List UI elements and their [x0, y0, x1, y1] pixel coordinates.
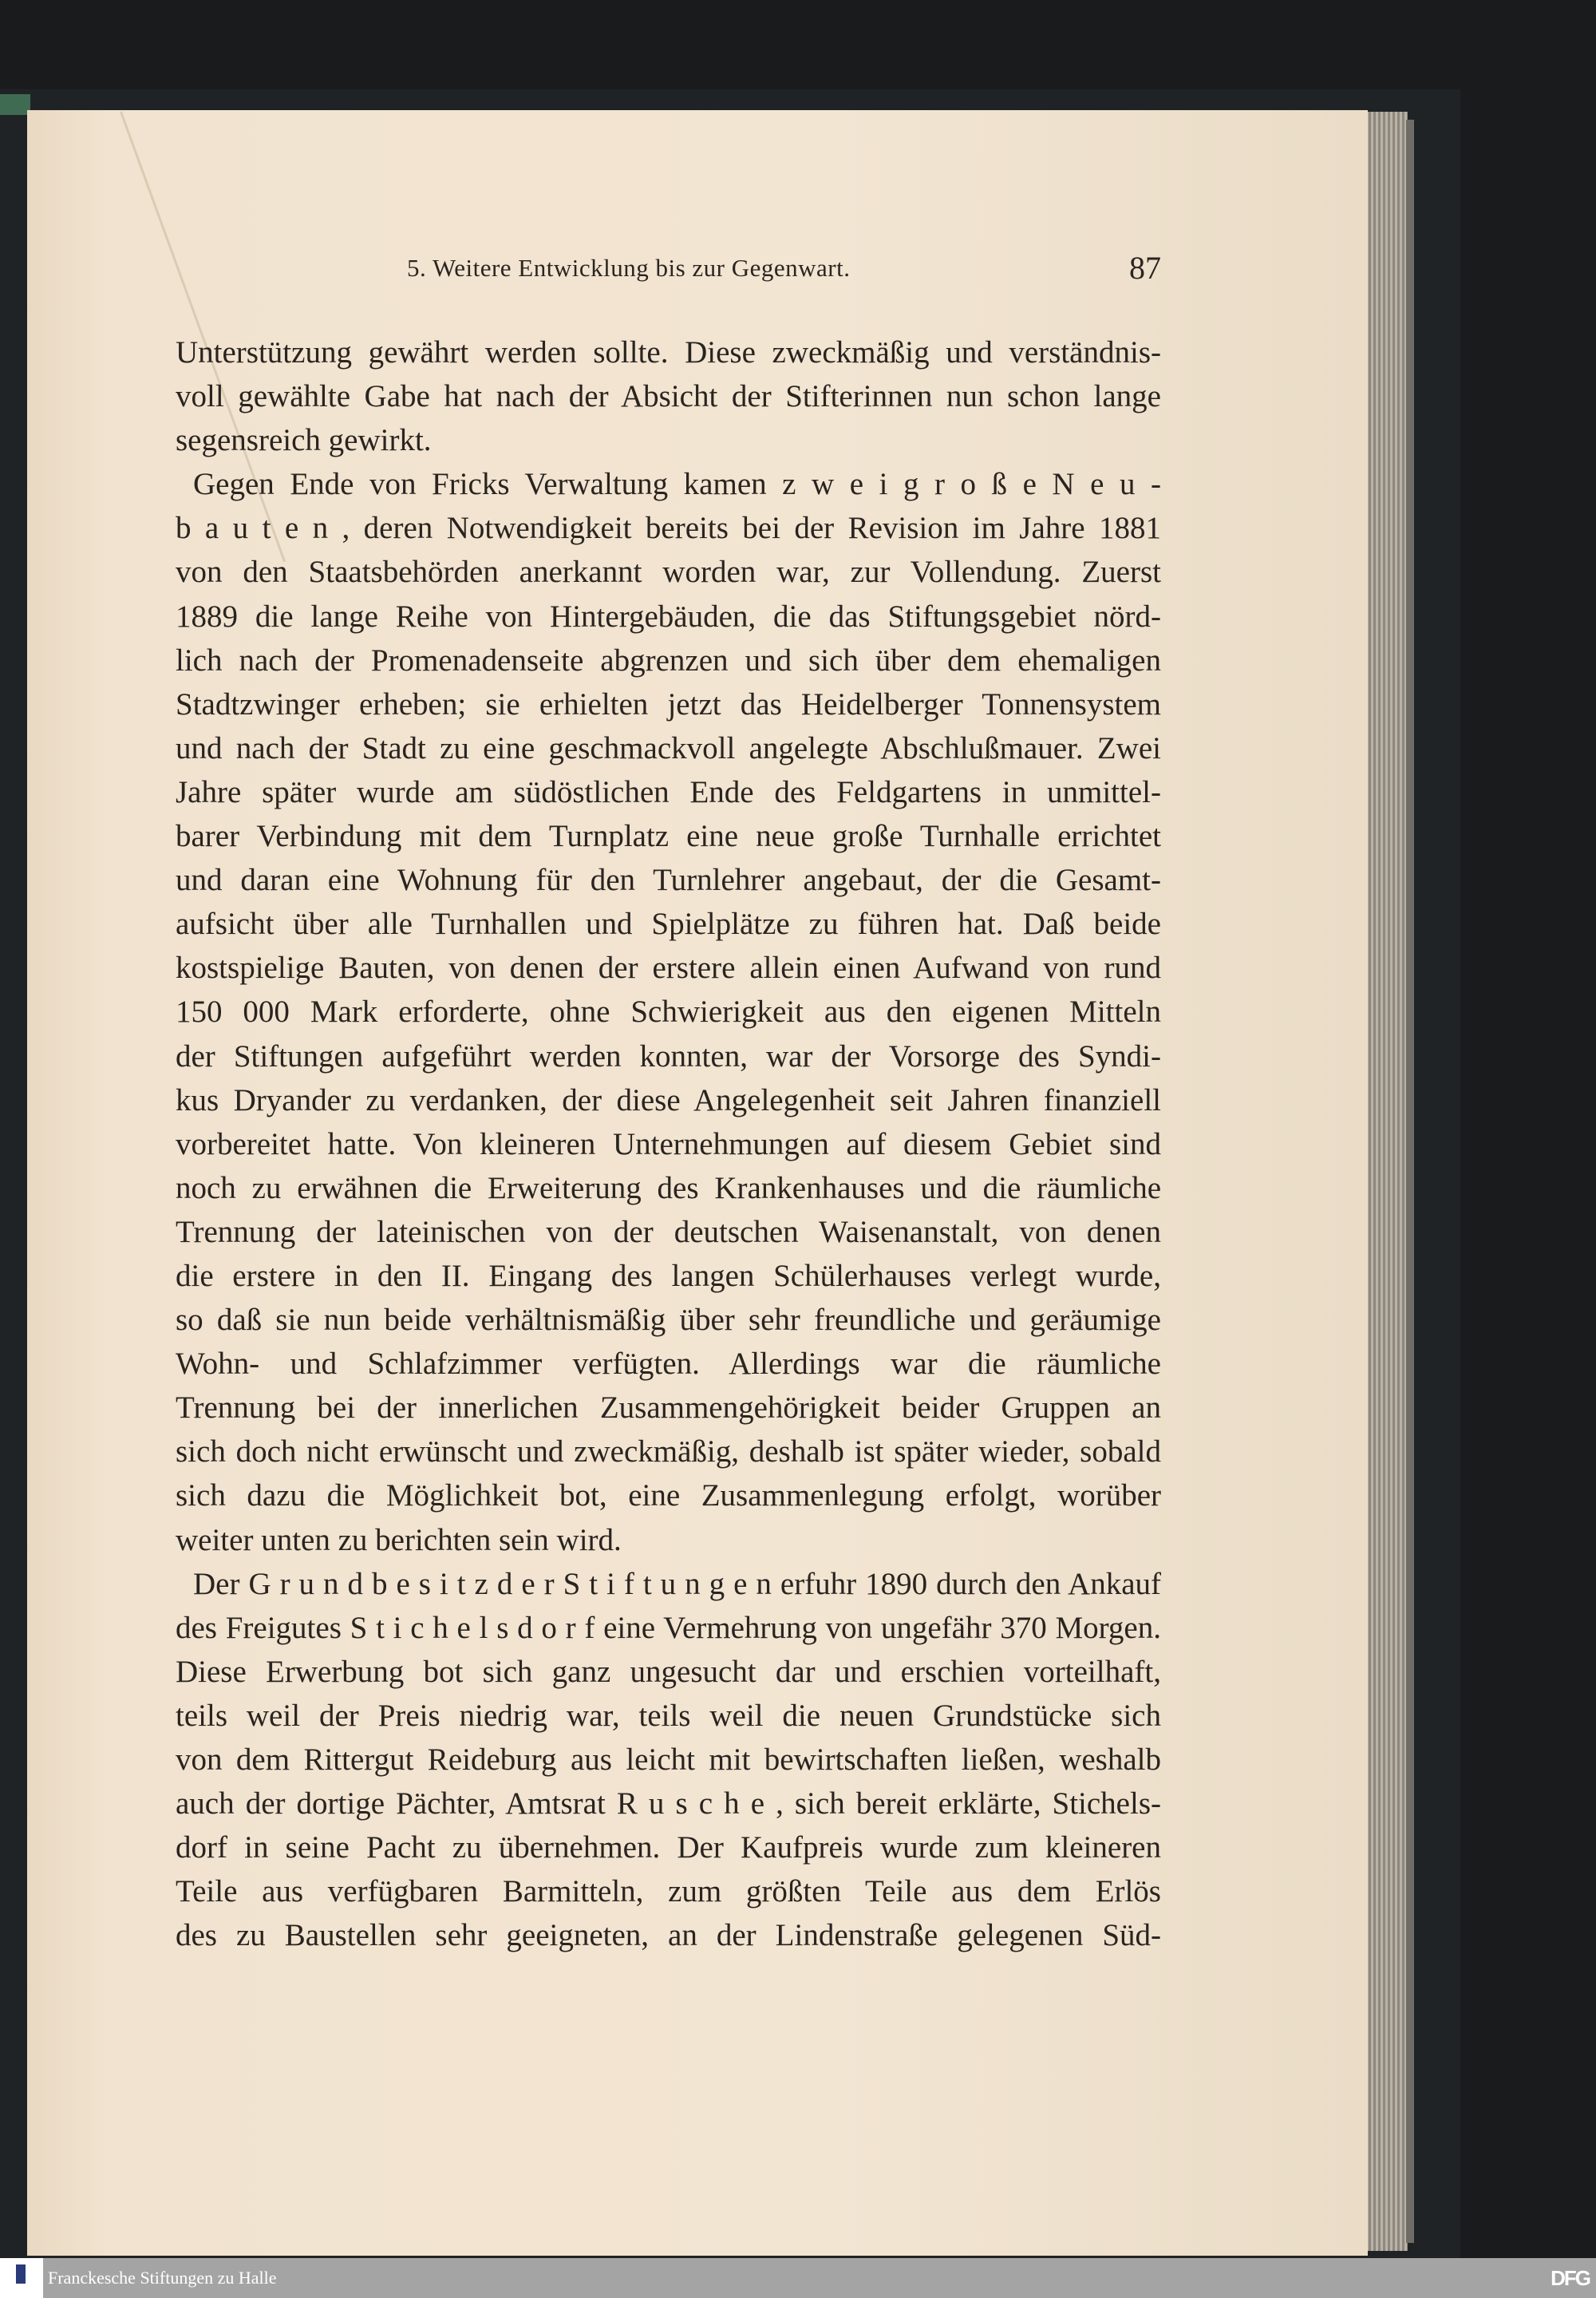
text-line: dorf in seine Pacht zu übernehmen. Der Kaufpreis wurde zum kleineren — [176, 1830, 1161, 1865]
dfg-logo: DFG — [1551, 2266, 1590, 2290]
text-line: b a u t e n , deren Notwendigkeit bereits bei der Revision im Jahre 1881 — [176, 511, 1161, 546]
text-line: weiter unten zu berichten sein wird. — [176, 1522, 622, 1557]
page-edges — [1366, 112, 1408, 2251]
running-title: 5. Weitere Entwicklung bis zur Gegenwart. — [407, 254, 851, 282]
text-line: barer Verbindung mit dem Turnplatz eine neue große Turnhalle errichtet — [176, 819, 1161, 854]
page-number: 87 — [1129, 250, 1161, 286]
text-line: Unterstützung gewährt werden sollte. Diese zweckmäßig und verständnis- — [176, 335, 1161, 370]
text-line: von dem Rittergut Reideburg aus leicht mit bewirtschaften ließen, weshalb — [176, 1742, 1161, 1777]
text-line: Wohn- und Schlafzimmer verfügten. Allerdings war die räumliche — [176, 1347, 1161, 1382]
text-line: Stadtzwinger erheben; sie erhielten jetzt das Heidelberger Tonnensystem — [176, 686, 1161, 722]
text-line: Trennung der lateinischen von der deutschen Waisenanstalt, von denen — [176, 1214, 1161, 1249]
text-line: des Freigutes S t i c h e l s d o r f eine Vermehrung von ungefähr 370 Morgen. — [176, 1610, 1161, 1645]
text-line: lich nach der Promenadenseite abgrenzen und sich über dem ehemaligen — [176, 643, 1161, 678]
text-line: voll gewählte Gabe hat nach der Absicht der Stifterinnen nun schon lange — [176, 379, 1161, 414]
paragraph — [176, 462, 1161, 1561]
text-line: aufsicht über alle Turnhallen und Spielplätze zu führen hat. Daß beide — [176, 907, 1161, 942]
binding-strip — [0, 94, 30, 115]
text-line: teils weil der Preis niedrig war, teils weil die neuen Grundstücke sich — [176, 1698, 1161, 1733]
paragraph — [176, 330, 1161, 462]
text-line: Teile aus verfügbaren Barmitteln, zum größten Teile aus dem Erlös — [176, 1874, 1161, 1909]
text-line: vorbereitet hatte. Von kleineren Unternehmungen auf diesem Gebiet sind — [176, 1126, 1161, 1161]
text-line: der Stiftungen aufgeführt werden konnten, war der Vorsorge des Syndi- — [176, 1038, 1161, 1074]
text-line: so daß sie nun beide verhältnismäßig über sehr freundliche und geräumige — [176, 1303, 1161, 1338]
text-line: sich doch nicht erwünscht und zweckmäßig, deshalb ist später wieder, sobald — [176, 1434, 1161, 1469]
text-line: segensreich gewirkt. — [176, 423, 432, 458]
text-line: 1889 die lange Reihe von Hintergebäuden, die das Stiftungsgebiet nörd- — [176, 599, 1161, 634]
text-line: und daran eine Wohnung für den Turnlehrer angebaut, der die Gesamt- — [176, 863, 1161, 898]
text-line: kus Dryander zu verdanken, der diese Angelegenheit seit Jahren finanziell — [176, 1082, 1161, 1117]
text-line: Diese Erwerbung bot sich ganz ungesucht dar und erschien vorteilhaft, — [176, 1654, 1161, 1689]
text-line: und nach der Stadt zu eine geschmackvoll angelegte Abschlußmauer. Zwei — [176, 730, 1161, 765]
institution-logo — [0, 2258, 43, 2298]
text-line: die erstere in den II. Eingang des langen Schülerhauses verlegt wurde, — [176, 1258, 1161, 1293]
paragraph — [176, 1562, 1161, 1958]
text-line: des zu Baustellen sehr geeigneten, an der Lindenstraße gelegenen Süd- — [176, 1918, 1161, 1953]
institution-name: Franckesche Stiftungen zu Halle — [48, 2268, 277, 2288]
logo-figure-icon — [16, 2264, 26, 2284]
running-header — [176, 250, 1161, 294]
text-line: Der G r u n d b e s i t z d e r S t i f t u n g e n erfuhr 1890 durch den Ankauf — [193, 1566, 1161, 1601]
text-line: kostspielige Bauten, von denen der erstere allein einen Aufwand von rund — [176, 951, 1161, 986]
text-line: noch zu erwähnen die Erweiterung des Krankenhauses und die räumliche — [176, 1170, 1161, 1205]
text-line: sich dazu die Möglichkeit bot, eine Zusammenlegung erfolgt, worüber — [176, 1478, 1161, 1513]
text-line: auch der dortige Pächter, Amtsrat R u s c h e , sich bereit erklärte, Stichels- — [176, 1786, 1161, 1821]
text-line: von den Staatsbehörden anerkannt worden war, zur Vollendung. Zuerst — [176, 555, 1161, 590]
page-body-text — [176, 330, 1161, 1957]
footer-bar — [0, 2258, 1596, 2298]
text-line: Trennung bei der innerlichen Zusammengehörigkeit beider Gruppen an — [176, 1390, 1161, 1426]
text-line: Gegen Ende von Fricks Verwaltung kamen z w e i g r o ß e N e u - — [193, 467, 1161, 502]
cover-edge — [1406, 120, 1414, 2243]
text-line: 150 000 Mark erforderte, ohne Schwierigkeit aus den eigenen Mitteln — [176, 995, 1161, 1030]
text-line: Jahre später wurde am südöstlichen Ende des Feldgartens in unmittel- — [176, 774, 1161, 809]
